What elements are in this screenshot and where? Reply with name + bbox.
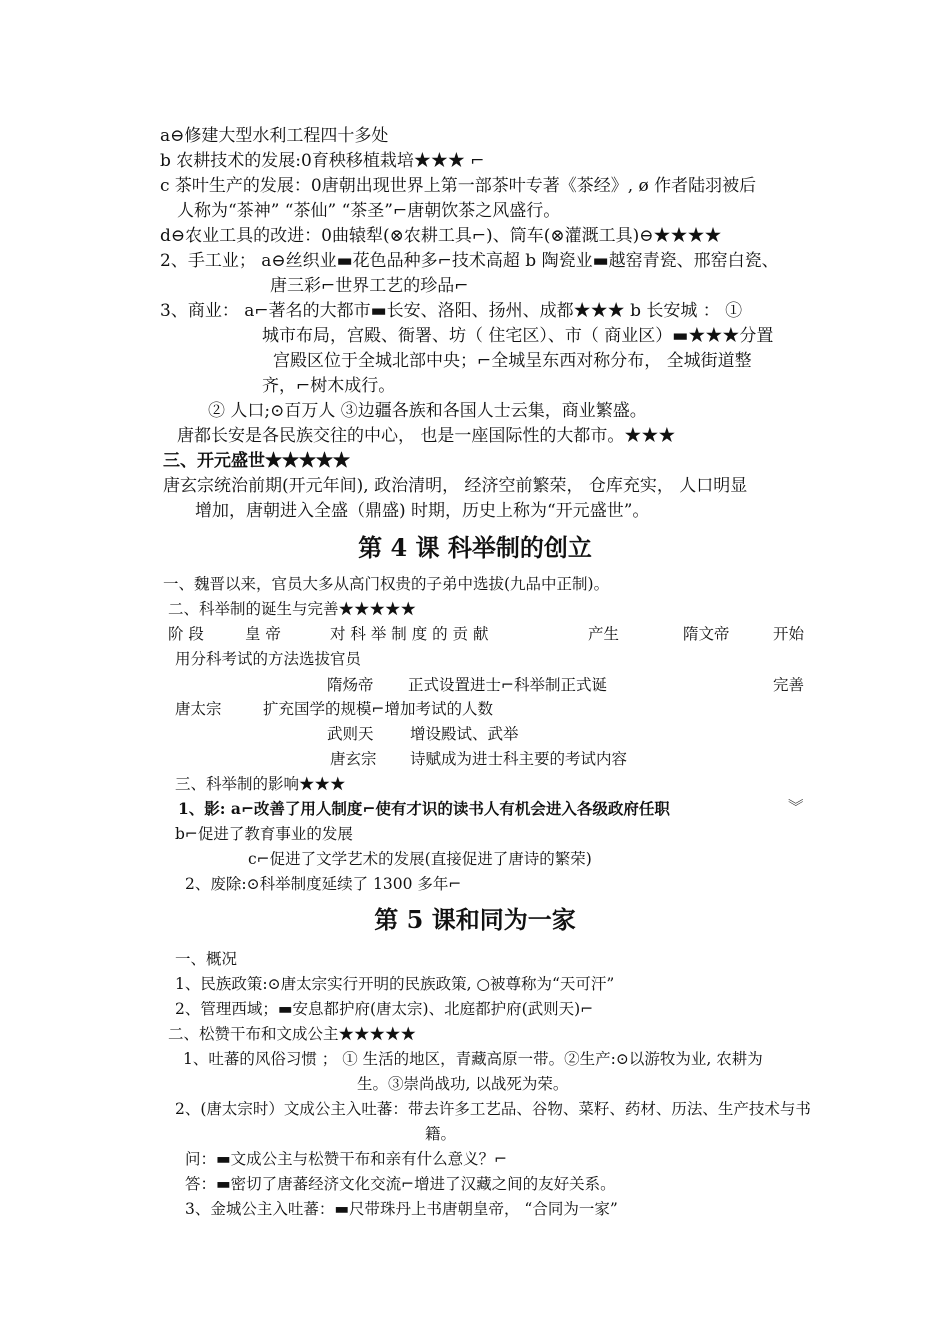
question-line: 问：▬文成公主与松赞干布和亲有什么意义？⌐ xyxy=(185,1150,508,1168)
text-line: 增加，唐朝进入全盛（鼎盛) 时期，历史上称为“开元盛世”。 xyxy=(195,501,650,521)
table-cell: 诗赋成为进士科主要的考试内容 xyxy=(410,750,628,768)
text-line: 宫殿区位于全城北部中央；⌐全城呈东西对称分布， 全城街道整 xyxy=(273,351,752,371)
text-line: 2、管理西域；▬安息都护府(唐太宗)、北庭都护府(武则天)⌐ xyxy=(175,1000,594,1018)
text-line: a⊖修建大型水利工程四十多处 xyxy=(160,126,389,146)
table-header-contribution: 对 科 举 制 度 的 贡 献 xyxy=(330,625,489,643)
table-header-emperor: 皇 帝 xyxy=(245,625,281,643)
text-line: 2、废除:⊙科举制度延续了 1300 多年⌐ xyxy=(185,875,462,893)
text-line: 城市布局，宫殿、衙署、坊（ 住宅区）、市（ 商业区）▬★★★分置 xyxy=(262,326,774,346)
section-heading: 二、松赞干布和文成公主★★★★★ xyxy=(168,1025,417,1043)
lesson-title: 第 4 课 科举制的创立 xyxy=(358,533,592,562)
table-cell: 隋炀帝 xyxy=(327,676,374,694)
text-line: 人称为“茶神” “茶仙” “茶圣”⌐唐朝饮茶之风盛行。 xyxy=(177,201,561,221)
table-cell: 武则天 xyxy=(327,725,374,743)
text-line: 2、(唐太宗时）文成公主入吐蕃：带去许多工艺品、谷物、菜籽、药材、历法、生产技术与书 xyxy=(175,1100,811,1118)
text-line: 唐三彩⌐世界工艺的珍品⌐ xyxy=(270,276,469,296)
table-cell: 唐玄宗 xyxy=(330,750,377,768)
text-line: 1、吐蕃的风俗习惯 ； ① 生活的地区，青藏高原一带。②生产:⊙以游牧为业, 农耕为 xyxy=(183,1050,763,1068)
text-line: 1、民族政策:⊙唐太宗实行开明的民族政策, ○被尊称为“天可汗” xyxy=(175,975,615,993)
section-heading: 三、开元盛世★★★★★ xyxy=(163,451,350,471)
text-line: 3、商业： a⌐著名的大都市▬长安、洛阳、扬州、成都★★★ b 长安城 ： ① xyxy=(160,301,743,321)
table-cell: 开始 xyxy=(773,625,805,643)
table-cell: 扩充国学的规模⌐增加考试的人数 xyxy=(263,700,493,718)
text-line: ② 人口;⊙百万人 ③边疆各族和各国人士云集，商业繁盛。 xyxy=(208,401,647,421)
table-cell: 唐太宗 xyxy=(175,700,222,718)
text-line: c⌐促进了文学艺术的发展(直接促进了唐诗的繁荣) xyxy=(248,850,592,868)
text-line: 3、金城公主入吐蕃：▬尺带珠丹上书唐朝皇帝， “合同为一家” xyxy=(185,1200,618,1218)
answer-line: 答：▬密切了唐蕃经济文化交流⌐增进了汉藏之间的友好关系。 xyxy=(185,1175,616,1193)
section-heading: 一、概况 xyxy=(175,950,238,968)
table-cell: 隋文帝 xyxy=(683,625,730,643)
table-cell: 正式设置进士⌐科举制正式诞 xyxy=(408,676,607,694)
text-line: 唐玄宗统治前期(开元年间), 政治清明， 经济空前繁荣， 仓库充实， 人口明显 xyxy=(163,476,748,496)
table-cell: 增设殿试、武举 xyxy=(410,725,519,743)
table-cell: 完善 xyxy=(773,676,805,694)
section-heading: 三、科举制的影响★★★ xyxy=(175,775,346,793)
text-line: b 农耕技术的发展:0育秧移植栽培★★★ ⌐ xyxy=(160,151,485,171)
table-cell: 产生 xyxy=(588,625,620,643)
chevron-down-icon: ︾ xyxy=(788,798,804,816)
table-cell: 用分科考试的方法选拔官员 xyxy=(175,650,362,668)
text-line: d⊖农业工具的改进：0曲辕犁(⊗农耕工具⌐)、筒车(⊗灌溉工具)⊖★★★★ xyxy=(160,226,722,246)
table-header-stage: 阶 段 xyxy=(168,625,204,643)
text-line: 齐，⌐树木成行。 xyxy=(262,376,396,396)
section-heading: 二、科举制的诞生与完善★★★★★ xyxy=(168,600,417,618)
text-line: 籍。 xyxy=(425,1125,457,1143)
lesson-title: 第 5 课和同为一家 xyxy=(374,905,576,934)
text-line: 唐都长安是各民族交往的中心， 也是一座国际性的大都市。★★★ xyxy=(177,426,676,446)
text-line: c 茶叶生产的发展：0唐朝出现世界上第一部茶叶专著《茶经》, ø 作者陆羽被后 xyxy=(160,176,757,196)
text-line: b⌐促进了教育事业的发展 xyxy=(175,825,353,843)
text-line: 一、魏晋以来，官员大多从高门权贵的子弟中选拔(九品中正制)。 xyxy=(163,575,610,593)
text-line: 2、手工业； a⊖丝织业▬花色品种多⌐技术高超 b 陶瓷业▬越窑青瓷、邢窑白瓷、 xyxy=(160,251,779,271)
text-line: 生。③崇尚战功, 以战死为荣。 xyxy=(357,1075,569,1093)
text-line: 1、影: a⌐改善了用人制度⌐使有才识的读书人有机会进入各级政府任职 xyxy=(178,799,670,818)
